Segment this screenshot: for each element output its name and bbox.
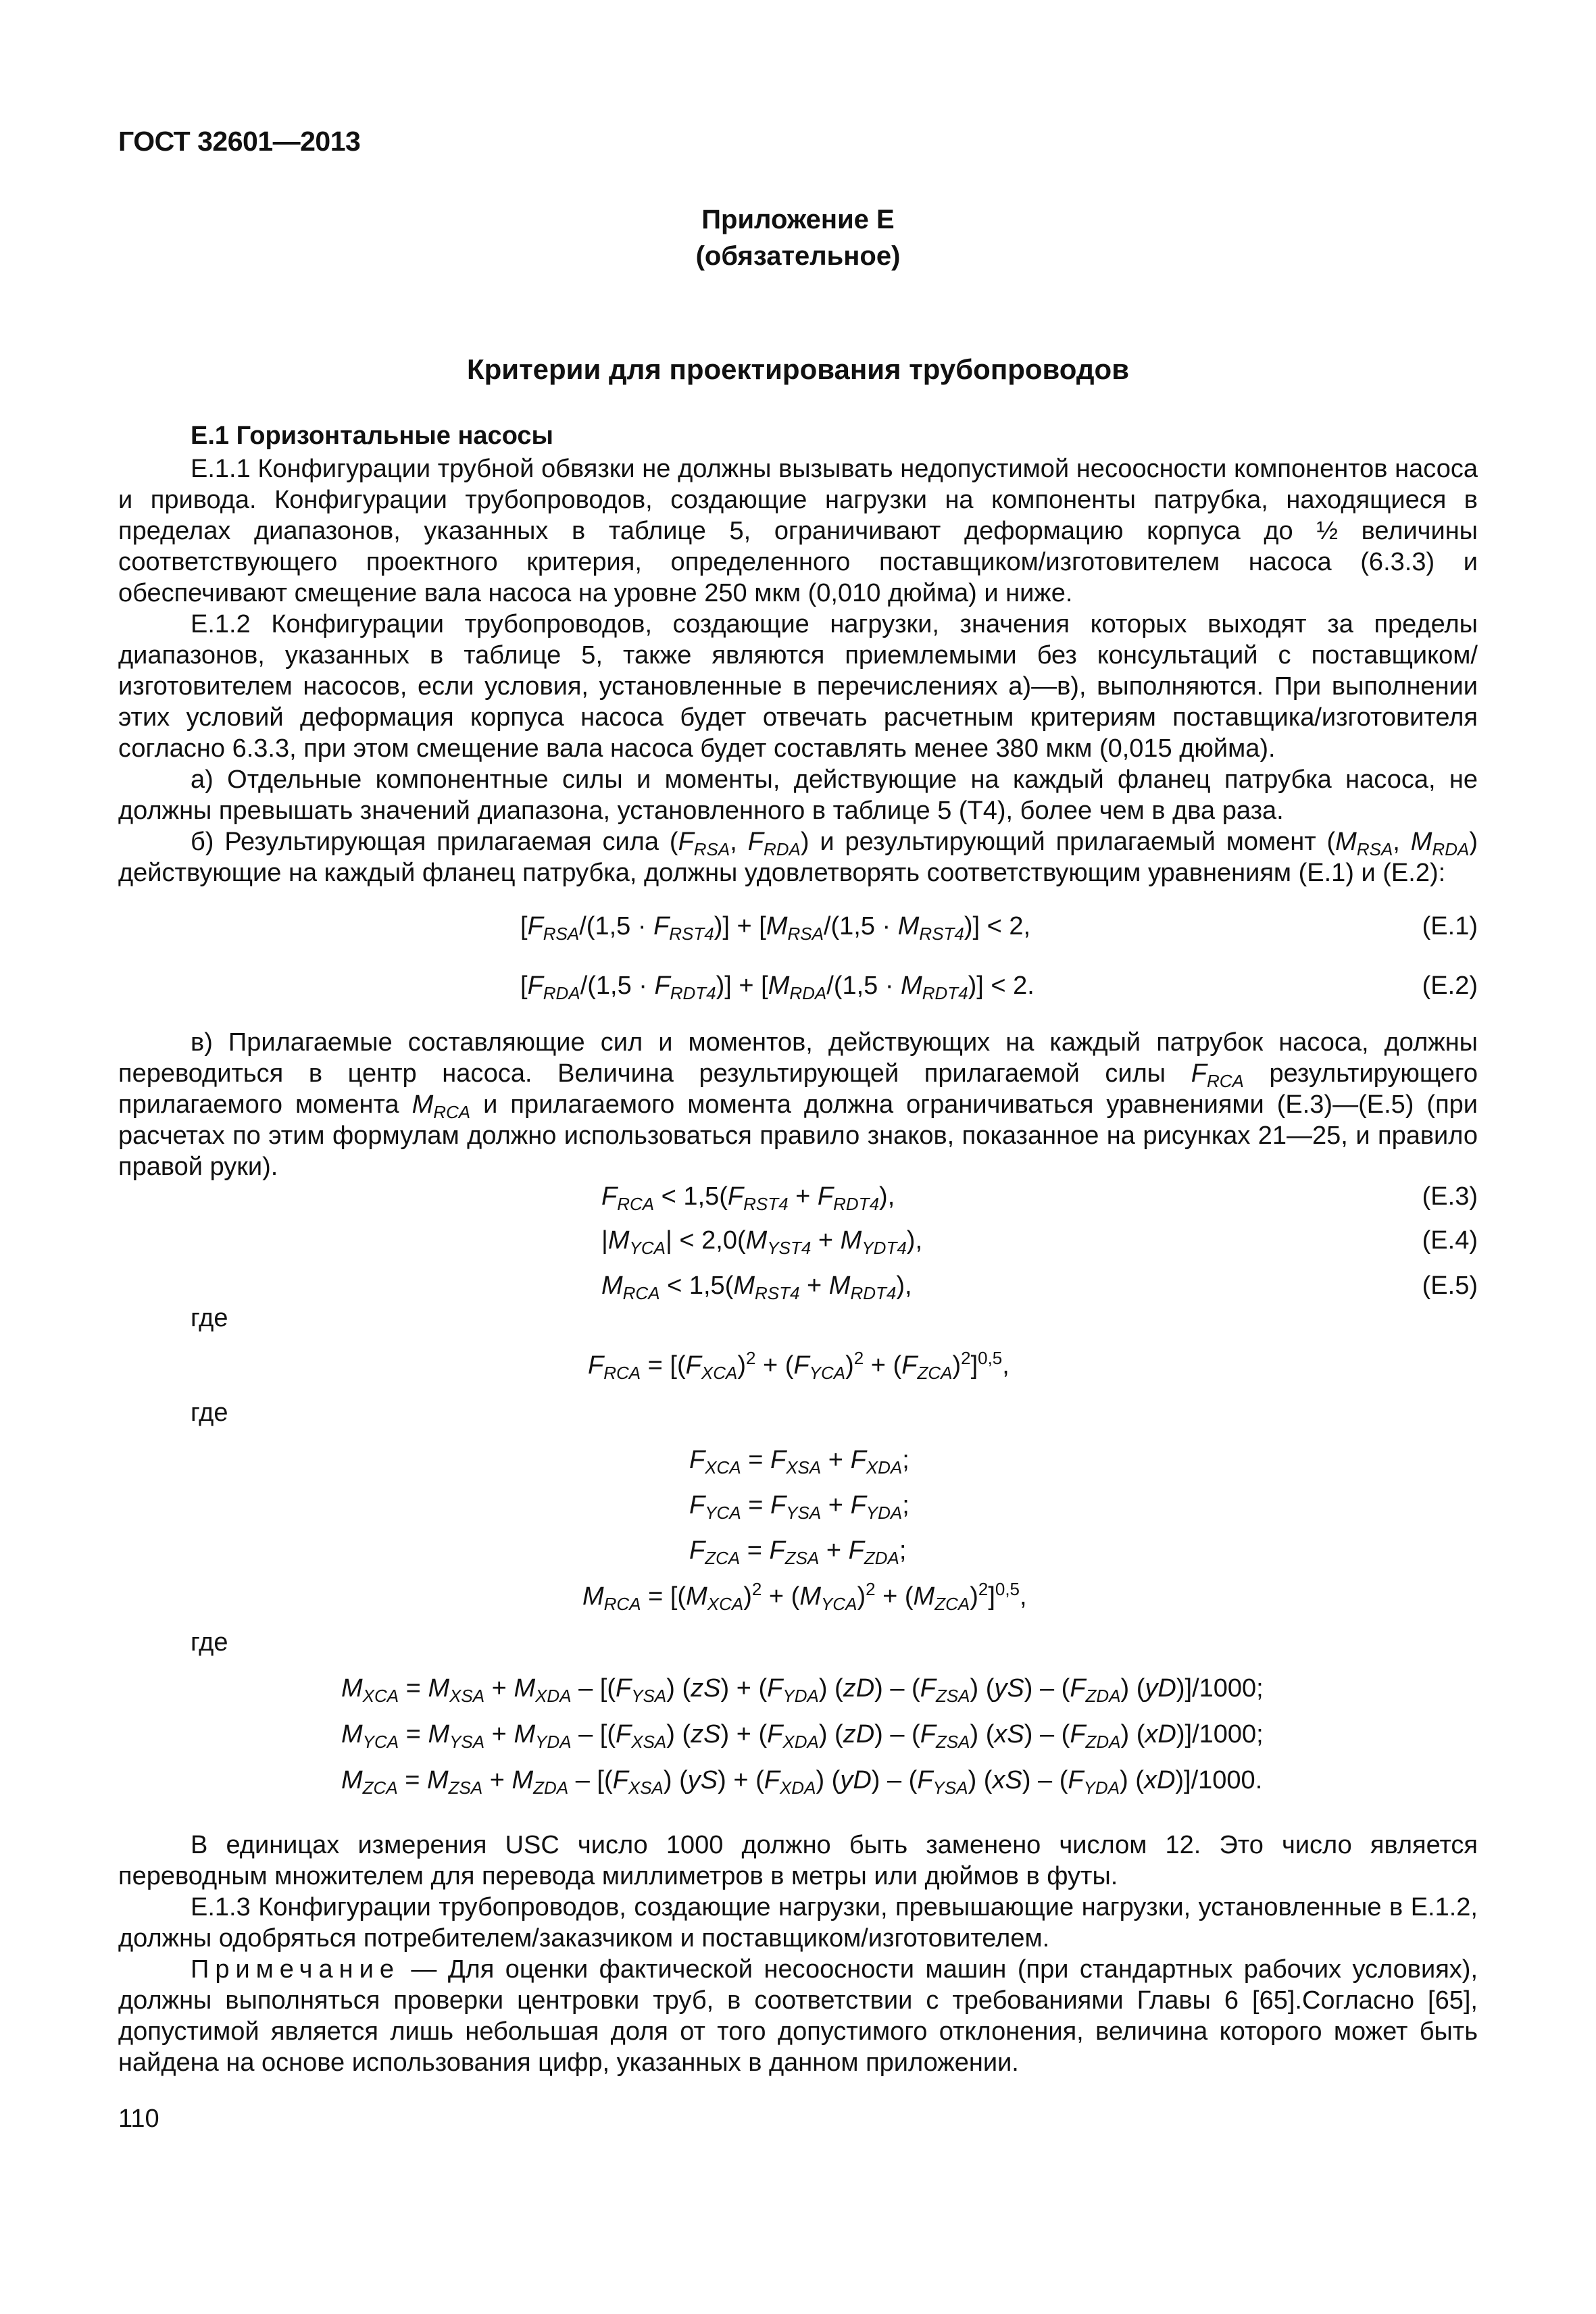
body-text-block-2 (118, 1027, 1478, 1182)
note-label: Примечание (191, 1955, 400, 1984)
appendix-title (118, 201, 1478, 274)
paragraph-e-1-1: Е.1.1 Конфигурации трубной обвязки не должны вызывать недопустимой несоосности компонентов насоса и привода. Конфигурации трубопроводов, создающие нагрузки на компоненты патрубка, находящиеся в пределах диапазонов, указанных в таблице 5, ограничивают деформацию корпуса до ½ величины соответствующего проектного критерия, определенного поставщиком/изготовителем насоса (6.3.3) и обеспечивают смещение вала насоса на уровне 250 мкм (0,010 дюйма) и ниже. (118, 455, 1478, 607)
standard-header: ГОСТ 32601—2013 (118, 126, 361, 157)
appendix-label: Приложение Е (701, 205, 895, 234)
equation-mrca: $M_{RCA} = [(M_{XCA})^2 + (M_{YCA})^2 + (M_{ZCA})^2]^{0,5}$, (582, 1579, 1027, 1614)
equation-e1: $[F_{RSA}/(1,5 \cdot F_{RST4})] + [M_{RSA}/(1,5 \cdot M_{RST4})] < 2$, (520, 912, 1031, 944)
where-label: где (191, 1628, 228, 1657)
equation-frca: $F_{RCA} = [(F_{XCA})^2 + (F_{YCA})^2 + (F_{ZCA})^2]^{0,5}$, (588, 1348, 1009, 1383)
equation-e5: $M_{RCA} < 1,5(M_{RST4} + M_{RDT4})$, (601, 1272, 912, 1303)
equation-e4: $|M_{YCA}| < 2,0(M_{YST4} + M_{YDT4})$, (601, 1226, 923, 1258)
paragraph-b: б) Результирующая прилагаемая сила ($F_{RSA}$, $F_{RDA}$) и результирующий прилагаемый момент ($M_{RSA}$, $M_{RDA}$) действующие на каждый фланец патрубка, должны удовлетворять соответствующим уравнениям (Е.1) и (Е.2): (118, 828, 1478, 887)
body-text-block-1 (118, 453, 1478, 888)
equation-myca: $M_{YCA} = M_{YSA} + M_{YDA} - [(F_{XSA}) (zS) + (F_{XDA})$ $(zD) - (F_{ZSA})$ $(xS) - (F_{ZDA})$ (xD)]/1000; (341, 1720, 1264, 1752)
paragraph-v: в) Прилагаемые составляющие сил и моментов, действующих на каждый патрубок насоса, должны переводиться в центр насоса. Величина результирующей прилагаемой силы $F_{RCA}$ результирующего прилагаемого момента $M_{RCA}$ и прилагаемого момента должна ограничиваться уравнениями (Е.3)—(Е.5) (при расчетах по этим формулам должно использоваться правило знаков, показанное на рисунках 21—25, и правило правой руки). (118, 1028, 1478, 1181)
paragraph-e-1-3: Е.1.3 Конфигурации трубопроводов, создающие нагрузки, превышающие нагрузки, установленные в Е.1.2, должны одобряться потребителем/заказчиком и поставщиком/изготовителем. (118, 1893, 1478, 1953)
equation-mzca: $M_{ZCA} = M_{ZSA} + M_{ZDA} - [(F_{XSA}) (yS) + (F_{XDA})$ $(yD) - (F_{YSA})$ $(xS) - (F_{YDA})$ (xD)]/1000. (341, 1766, 1263, 1798)
equation-e2: $[F_{RDA}/(1,5 \cdot F_{RDT4})] + [M_{RDA}/(1,5 \cdot M_{RDT4})] < 2$. (520, 972, 1034, 1003)
subsection-heading: Е.1 Горизонтальные насосы (191, 422, 553, 450)
paragraph-a: а) Отдельные компонентные силы и моменты, действующие на каждый фланец патрубка насоса, не должны превышать значений диапазона, установленного в таблице 5 (Т4), более чем в два раза. (118, 765, 1478, 825)
where-label: где (191, 1399, 228, 1427)
equation-number-e2: (Е.2) (1422, 972, 1478, 1000)
where-label: где (191, 1304, 228, 1332)
equation-fzca: $F_{ZCA} = F_{ZSA} + F_{ZDA}$; (689, 1536, 907, 1568)
equation-mxca: $M_{XCA} = M_{XSA} + M_{XDA} - [(F_{YSA}) (zS) + (F_{YDA})$ $(zD) - (F_{ZSA})$ $(yS) - (F_{ZDA})$ (yD)]/1000; (341, 1674, 1264, 1706)
equation-fxca: $F_{XCA} = F_{XSA} + F_{XDA}$; (689, 1446, 909, 1478)
equation-number-e5: (Е.5) (1422, 1272, 1478, 1300)
section-title: Критерии для проектирования трубопроводов (466, 353, 1130, 385)
equation-number-e3: (Е.3) (1422, 1182, 1478, 1211)
note-paragraph: Примечание — Для оценки фактической несоосности машин (при стандартных рабочих условиях), должны выполняться проверки центровки труб, в соответствии с требованиями Главы 6 [65].Согласно [65], допустимой является лишь небольшая доля от того допустимого отклонения, величина которого может быть найдена на основе использования цифр, указанных в данном приложении. (118, 1955, 1478, 2077)
paragraph-usc: В единицах измерения USC число 1000 должно быть заменено числом 12. Это число является переводным множителем для перевода миллиметров в метры или дюймов в футы. (118, 1831, 1478, 1890)
body-text-block-3 (118, 1830, 1478, 2078)
equation-number-e1: (Е.1) (1422, 912, 1478, 940)
equation-fyca: $F_{YCA} = F_{YSA} + F_{YDA}$; (689, 1491, 909, 1523)
page-number: 110 (118, 2105, 159, 2133)
paragraph-e-1-2: Е.1.2 Конфигурации трубопроводов, создающие нагрузки, значения которых выходят за пределы диапазонов, указанных в таблице 5, также являются приемлемыми без консультаций с поставщиком/изготовителем насосов, если условия, установленные в перечислениях а)—в), выполняются. При выполнении этих условий деформация корпуса насоса будет отвечать расчетным критериям поставщика/изготовителя согласно 6.3.3, при этом смещение вала насоса будет составлять менее 380 мкм (0,015 дюйма). (118, 610, 1478, 763)
appendix-status: (обязательное) (695, 241, 901, 271)
equation-e3: $F_{RCA} < 1,5(F_{RST4} + F_{RDT4})$, (601, 1182, 895, 1214)
equation-number-e4: (Е.4) (1422, 1226, 1478, 1255)
